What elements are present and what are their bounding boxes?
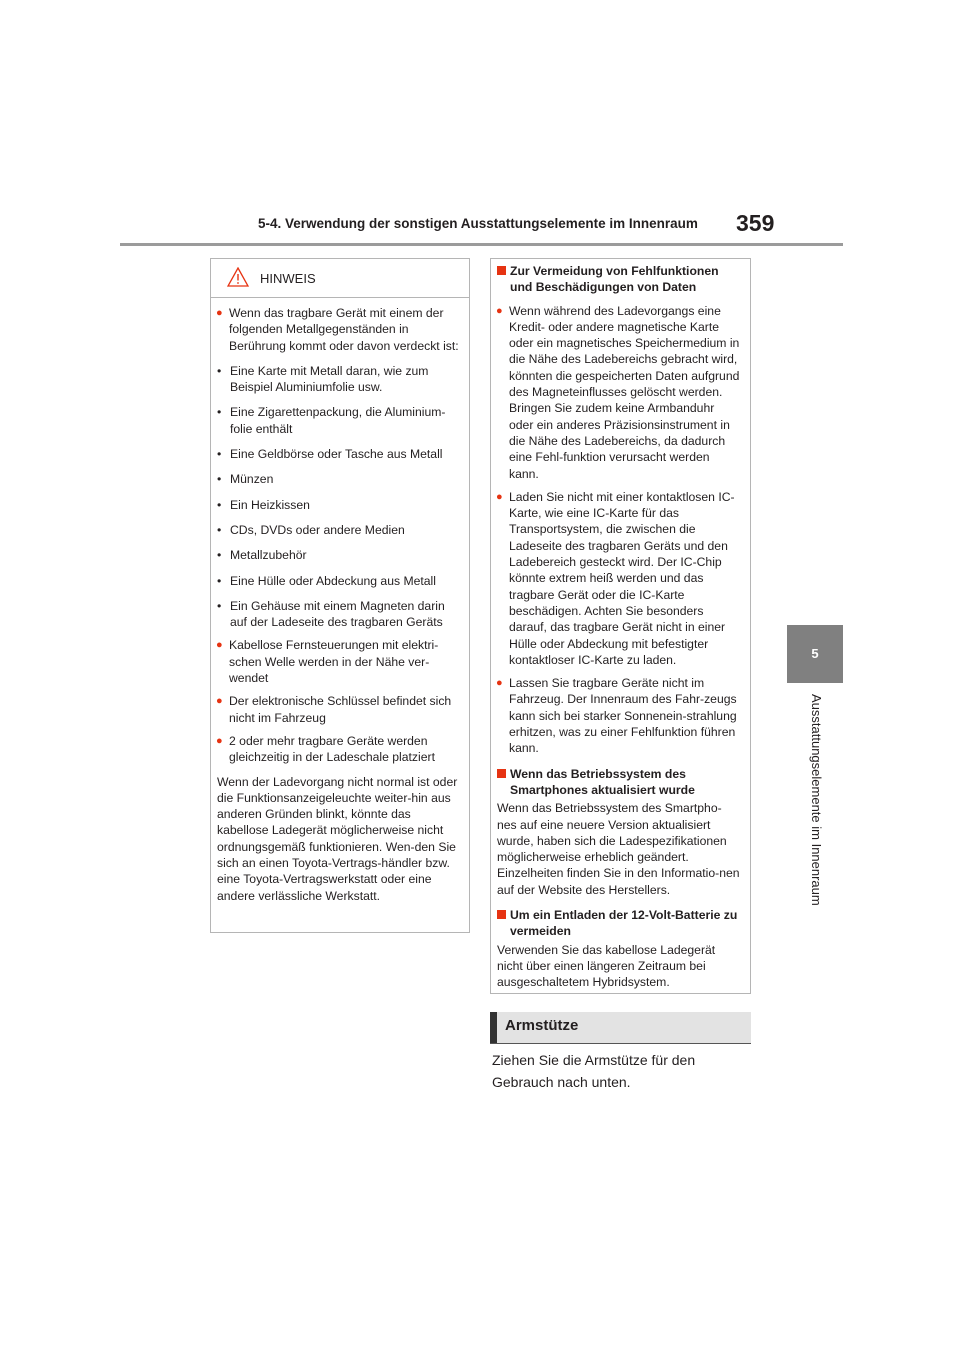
section-heading: Um ein Entladen der 12-Volt-Batterie zu vermeiden: [497, 907, 740, 940]
armrest-heading-bar: [490, 1012, 751, 1043]
info-item: ● Lassen Sie tragbare Geräte nicht im Fahrzeug. Der Innenraum des Fahr-zeugs kann sich bei starker Sonnenein-strahlung erhitzen, was zu einer Fehlfunktion führen kann.: [497, 675, 740, 756]
header-rule: [120, 243, 843, 246]
section-title: 5-4. Verwendung der sonstigen Ausstattungselemente im Innenraum: [258, 216, 698, 231]
chapter-side-label: Ausstattungselemente im Innenraum: [809, 694, 824, 906]
notice-item: ● 2 oder mehr tragbare Geräte werden gleichzeitig in der Ladeschale platziert: [217, 733, 459, 766]
section-heading: Wenn das Betriebssystem des Smartphones aktualisiert wurde: [497, 766, 740, 799]
bullet-item: • Ein Gehäuse mit einem Magneten darin auf der Ladeseite des tragbaren Geräts: [217, 598, 459, 631]
notice-intro: ● Wenn das tragbare Gerät mit einem der folgenden Metallgegenständen in Berührung kommt oder davon verdeckt ist:: [217, 305, 459, 354]
bullet-item: • Eine Zigarettenpackung, die Aluminium-folie enthält: [217, 404, 459, 437]
notice-label: HINWEIS: [260, 271, 316, 286]
section-text: Wenn das Betriebssystem des Smartpho-nes auf eine neuere Version aktualisiert wurde, haben sich die Ladespezifikationen möglicherweise erheblich geändert. Einzelheiten finden Sie in den Informatio-nen auf der Website des Herstellers.: [497, 801, 740, 897]
bullet-item: • Metallzubehör: [217, 547, 459, 563]
notice-closing: Wenn der Ladevorgang nicht normal ist oder die Funktionsanzeigeleuchte weiter-hin aus anderen Gründen blinkt, könnte das kabellose Ladegerät möglicherweise nicht ordnungsgemäß funktionieren. Wen-den Sie sich an einen Toyota-Vertrags-händler bzw. eine Toyota-Vertragswerkstatt oder eine andere verlässliche Werkstatt.: [217, 774, 458, 903]
bullet-item: • Eine Karte mit Metall daran, wie zum Beispiel Aluminiumfolie usw.: [217, 363, 459, 396]
notice-item: ● Der elektronische Schlüssel befindet sich nicht im Fahrzeug: [217, 693, 459, 726]
section-heading: Zur Vermeidung von Fehlfunktionen und Beschädigungen von Daten: [497, 263, 740, 296]
page-number: 359: [736, 210, 775, 236]
armrest-rule: [490, 1043, 751, 1044]
armrest-title: Armstütze: [505, 1017, 579, 1034]
notice-header: [211, 263, 469, 298]
warning-icon: [227, 267, 249, 287]
bullet-item: • Eine Geldbörse oder Tasche aus Metall: [217, 446, 459, 462]
armrest-text: Ziehen Sie die Armstütze für den Gebrauch nach unten.: [492, 1052, 696, 1090]
chapter-tab: 5: [787, 625, 843, 683]
bullet-item: • CDs, DVDs oder andere Medien: [217, 522, 459, 538]
info-item: ● Wenn während des Ladevorgangs eine Kredit- oder andere magnetische Karte oder ein magnetisches Speichermedium in die Nähe des Ladebereichs gebracht wird, könnten die gespeicherten Daten aufgrund des Magneteinflusses gelöscht werden. Bringen Sie zudem keine Armbanduhr oder ein anderes Präzisionsinstrument in die Nähe des Ladebereichs, da dadurch eine Fehl-funktion verursacht werden kann.: [497, 303, 740, 482]
info-item: ● Laden Sie nicht mit einer kontaktlosen IC-Karte, wie eine IC-Karte für das Transportsystem, die zwischen die Ladeseite des tragbaren Geräts und den Ladebereich gesteckt wird. Der IC-Chip könnte extrem heiß werden und das tragbare Gerät oder die IC-Karte beschädigen. Achten Sie besonders darauf, das tragbare Gerät nicht in einer Hülle oder Abdeckung mit befestigter kontaktloser IC-Karte zu laden.: [497, 489, 740, 668]
notice-item: ● Kabellose Fernsteuerungen mit elektri-schen Welle werden in der Nähe ver-wendet: [217, 637, 459, 686]
bullet-item: • Ein Heizkissen: [217, 497, 459, 513]
section-text: Verwenden Sie das kabellose Ladegerät nicht über einen längeren Zeitraum bei ausgeschaltetem Hybridsystem.: [497, 942, 716, 990]
bullet-item: • Eine Hülle oder Abdeckung aus Metall: [217, 573, 459, 589]
notice-box: [210, 258, 470, 933]
info-box: [490, 258, 751, 994]
bullet-item: • Münzen: [217, 471, 459, 487]
